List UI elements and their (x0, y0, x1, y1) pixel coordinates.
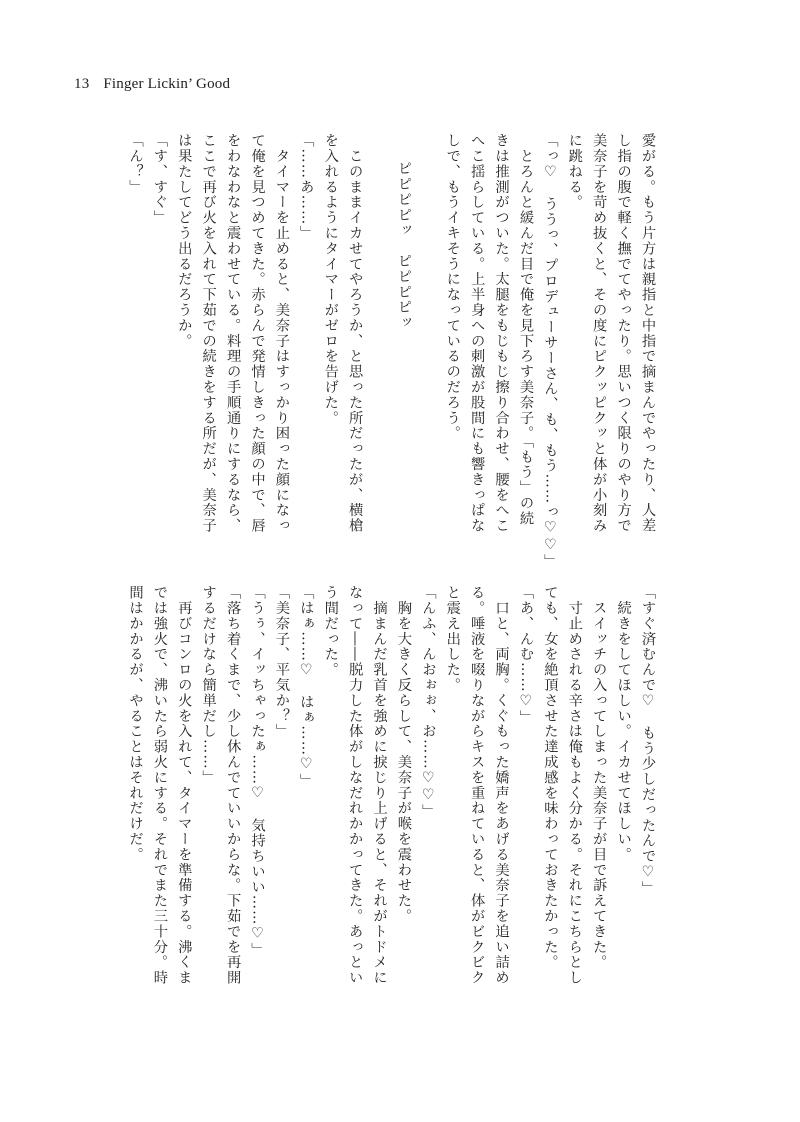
text-line: 口と、両胸。くぐもった嬌声をあげる美奈子を追い詰め (493, 585, 510, 986)
text-line: 「あ、んむ……♡」 (517, 585, 534, 726)
text-line: を入れるようにタイマーがゼロを告げた。 (322, 133, 339, 426)
text-line: ここで再び火を入れて下茹での続きをする所だが、美奈子 (200, 133, 217, 534)
text-line: タイマーを止めると、美奈子はすっかり困った顔になっ (273, 133, 290, 534)
text-line: 「ん？」 (127, 133, 144, 195)
text-line: このままイカせてやろうか、と思った所だったが、横槍 (347, 133, 364, 534)
sound-effect-line: ピピピピッ ピピピピッ (395, 161, 412, 331)
text-line: するだけなら簡単だし……」 (200, 585, 217, 786)
text-line: 「すぐ済むんで♡ もう少しだったんで♡」 (640, 585, 656, 897)
text-line: て俺を見つめてきた。赤らんで発情しきった顔の中で、唇 (249, 133, 266, 534)
text-line: 再びコンロの火を入れて、タイマーを準備する。沸くま (176, 585, 193, 986)
text-line: をわなわなと震わせている。料理の手順通りにするなら、 (225, 133, 242, 534)
page-number: 13 (74, 76, 90, 92)
text-line: は果たしてどう出るだろうか。 (176, 133, 193, 349)
text-line: に跳ねる。 (566, 133, 583, 210)
text-line: 摘まんだ乳首を強めに捩じり上げると、それがトドメに (371, 585, 388, 986)
blank-line (416, 133, 440, 553)
text-line: 「はぁ……♡ はぁ……♡」 (298, 585, 315, 789)
text-line: 「す、すぐ」 (151, 133, 168, 226)
running-header (74, 76, 230, 93)
text-line: 美奈子を苛め抜くと、その度にピクッピクッと体が小刻み (591, 133, 608, 534)
text-line: る。唾液を啜りながらキスを重ねていると、体がビクビク (469, 585, 486, 986)
text-line: なって――脱力した体がしなだれかかってきた。あっとい (347, 585, 364, 986)
text-line: 愛がる。もう片方は親指と中指で摘まんでやったり、人差 (640, 133, 656, 534)
text-line: 「うぅ、イッちゃったぁ……♡ 気持ちいい……♡」 (249, 585, 266, 958)
text-line: とろんと緩んだ目で俺を見下ろす美奈子。「もう」の続 (517, 133, 534, 527)
text-line: う間だった。 (322, 585, 339, 678)
upper-text-column (123, 133, 660, 570)
blank-line (367, 133, 391, 553)
text-line: きは推測がついた。太腿をもじもじ擦り合わせ、腰をへこ (493, 133, 510, 534)
text-line: 「美奈子、平気か？」 (273, 585, 290, 739)
text-line: 「落ち着くまで、少し休んでていいからな。下茹でを再開 (225, 585, 242, 986)
text-line: 「……あ……」 (298, 133, 315, 241)
text-line: 胸を大きく反らして、美奈子が喉を震わせた。 (395, 585, 412, 924)
book-title: Finger Lickin’ Good (103, 76, 231, 92)
text-line: 「んふ、んおぉぉ、お……♡♡」 (420, 585, 437, 820)
text-line: では強火で、沸いたら弱火にする。それでまた三十分。時 (151, 585, 168, 986)
text-line: 寸止めされる辛さは俺もよく分かる。それにこちらとし (566, 585, 583, 986)
text-line: 「っ♡ ううっ、プロデューサーさん、も、もう……っ♡♡」 (542, 133, 559, 570)
text-line: 続きをしてほしい。イカせてほしい。 (615, 585, 632, 863)
text-line: ても、女を絶頂させた達成感を味わっておきたかった。 (542, 585, 559, 970)
text-line: と震え出した。 (444, 585, 461, 693)
text-line: へこ揺らしている。上半身への刺激が股間にも響きっぱな (469, 133, 486, 534)
lower-text-column (123, 585, 660, 1005)
text-line: し指の腹で軽く撫でてやったり。思いつく限りのやり方で (615, 133, 632, 534)
text-line: しで、もうイキそうになっているのだろう。 (444, 133, 461, 441)
text-line: 間はかかるが、やることはそれだけだ。 (127, 585, 144, 863)
text-line: スイッチの入ってしまった美奈子が目で訴えてきた。 (591, 585, 608, 970)
